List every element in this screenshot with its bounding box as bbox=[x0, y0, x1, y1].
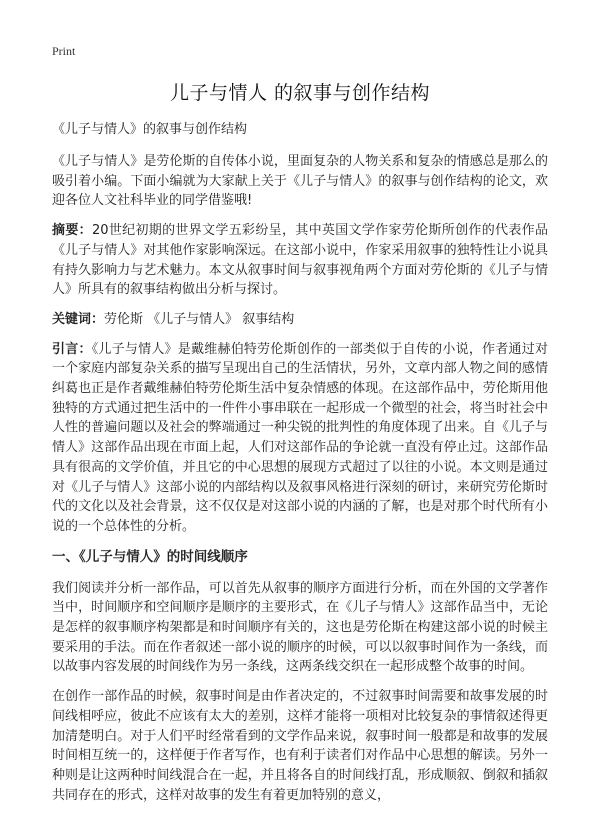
keywords-paragraph bbox=[52, 310, 548, 330]
preface-text: 《儿子与情人》是戴维赫伯特劳伦斯创作的一部类似于自传的小说，作者通过对一个家庭内部复杂关系的描写呈现出自己的生活情状，另外，文章内部人物之间的感情纠葛也正是作者戴维赫伯特劳伦斯生活中复杂情感的体现。在这部作品中，劳伦斯用他独特的方式通过把生活中的一件件小事串联在一起形成一个微型的社会，将当时社会中人性的普遍问题以及社会的弊端通过一种尖锐的批判性的角度体现了出来。自《儿子与情人》这部作品出现在市面上起，人们对这部作品的争论就一直没有停止过。这部作品具有很高的文学价值，并且它的中心思想的展现方式超过了以往的小说。本文则是通过对《儿子与情人》这部小说的内部结构以及叙事风格进行深刻的研讨，来研究劳伦斯时代的文化以及社会背景，这不仅仅是对这部小说的内涵的了解，也是对那个时代所有小说的一个总体性的分析。 bbox=[52, 341, 548, 534]
article-subtitle: 《儿子与情人》的叙事与创作结构 bbox=[52, 122, 248, 137]
abstract-label: 摘要： bbox=[52, 223, 92, 239]
section-paragraph-1: 我们阅读并分析一部作品，可以首先从叙事的顺序方面进行分析，而在外国的文学著作当中，时间顺序和空间顺序是顺序的主要形式，在《儿子与情人》这部作品当中，无论是怎样的叙事顺序构架都是和时间顺序有关的，这也是劳伦斯在构建这部小说的时候主要采用的手法。而在作者叙述一部小说的顺序的时候，可以以叙事时间作为一条线，而以故事内容发展的时间线作为另一条线，这两条线交织在一起形成整个故事的时间。 bbox=[52, 580, 548, 675]
page-title: 儿子与情人 的叙事与创作结构 bbox=[169, 82, 431, 104]
section-paragraph-2: 在创作一部作品的时候，叙事时间是由作者决定的，不过叙事时间需要和故事发展的时间线相呼应，彼此不应该有太大的差别，这样才能将一项相对比较复杂的事情叙述得更加清楚明白。对于人们平时经常看到的文学作品来说，叙事时间一般都是和故事的发展时间相互统一的，这样便于作者写作，也有利于读者们对作品中心思想的解读。另外一种则是让这两种时间线混合在一起，并且将各自的时间线打乱，形成顺叙、倒叙和插叙共同存在的形式，这样对故事的发生有着更加特别的意义， bbox=[52, 689, 548, 803]
abstract-paragraph bbox=[52, 221, 548, 300]
abstract-text: 20世纪初期的世界文学五彩纷呈，其中英国文学作家劳伦斯所创作的代表作品《儿子与情人》对其他作家影响深远。在这部小说中，作家采用叙事的独特性让小说具有持久影响力与艺术魅力。本文从叙事时间与叙事视角两个方面对劳伦斯的《儿子与情人》所具有的叙事结构做出分析与探讨。 bbox=[52, 223, 548, 298]
section-heading: 一、《儿子与情人》的时间线顺序 bbox=[52, 548, 248, 565]
intro-paragraph: 《儿子与情人》是劳伦斯的自传体小说，里面复杂的人物关系和复杂的情感总是那么的吸引着小编。下面小编就为大家献上关于《儿子与情人》的叙事与创作结构的论文，欢迎各位人文社科毕业的同学借鉴哦! bbox=[52, 154, 548, 209]
keywords-text: 劳伦斯 《儿子与情人》 叙事结构 bbox=[104, 311, 295, 327]
article-body bbox=[52, 120, 548, 815]
preface-paragraph bbox=[52, 340, 548, 537]
print-link[interactable]: Print bbox=[52, 44, 76, 58]
keywords-label: 关键词： bbox=[52, 311, 105, 327]
preface-label: 引言： bbox=[52, 341, 92, 357]
